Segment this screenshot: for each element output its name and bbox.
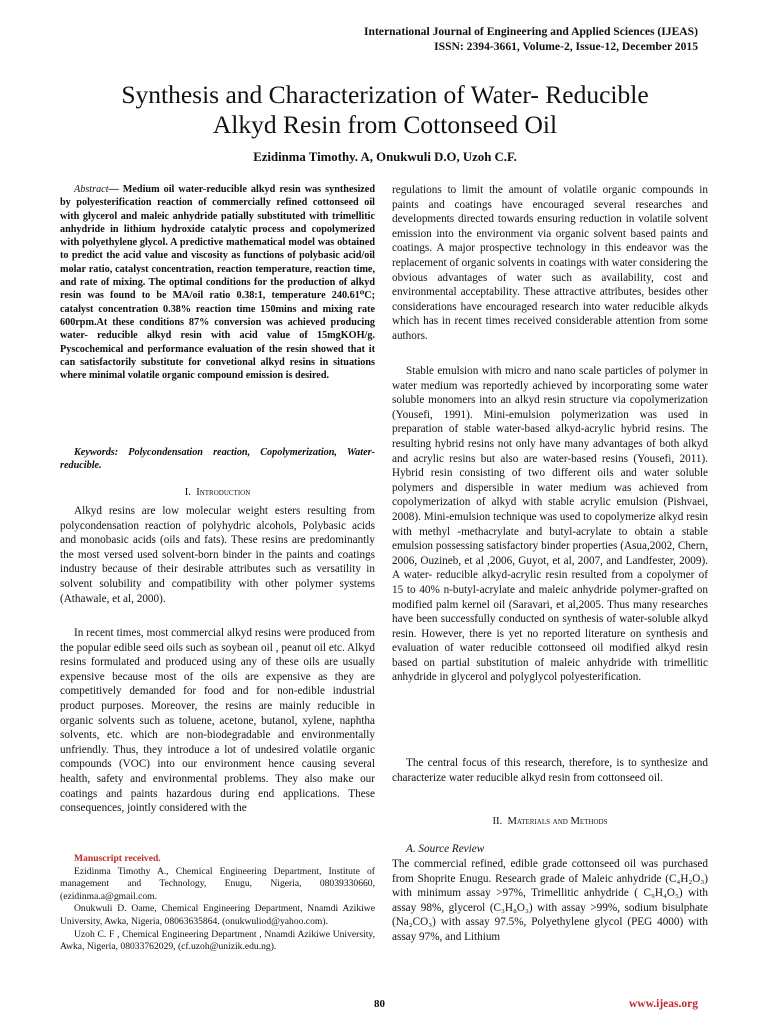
keywords: Keywords: Polycondensation reaction, Copolymerization, Water-reducible. (60, 447, 375, 472)
footnote-author-1: Ezidinma Timothy A., Chemical Engineering Department, Institute of management and Technology, Enugu, Nigeria, 08039330660, (ezidinma.a@gmail.com. (60, 865, 375, 902)
intro-paragraph-1: Alkyd resins are low molecular weight esters resulting from polycondensation reaction of polyhydric alcohols, Polybasic acids and monobasic acids (oils and fats). These resins are predominantly the most versed used solvent-born binder in the paints and coatings industry because of their desirable attributes such as versatility in solvent solubility and compatibility with other polymer systems (Athawale, et al, 2000). (60, 505, 375, 605)
authors: Ezidinma Timothy. A, Onukwuli D.O, Uzoh C.F. (253, 150, 517, 164)
section-number: II. (492, 816, 503, 827)
intro-paragraph-5: The central focus of this research, therefore, is to synthesize and characterize water reducible alkyd resin from cottonseed oil. (392, 757, 708, 784)
footnote-author-3: Uzoh C. F , Chemical Engineering Department , Nnamdi Azikiwe University, Awka, Nigeria, 08033762029, (cf.uzoh@unizik.edu.ng). (60, 928, 375, 953)
journal-header (364, 24, 698, 54)
footnote-author-2: Onukwuli D. Oame, Chemical Engineering Department, Nnamdi Azikiwe University, Awka, Nigeria, 08063635864. (onukwuliod@yahoo.com). (60, 903, 375, 927)
methods-paragraph-1: The commercial refined, edible grade cottonseed oil was purchased from Shoprite Enugu. Research grade of Maleic anhydride (C₄H₂O₃) with minimum assay >97%, Trimellitic anhydride ( C₉H₄O₅) with assay 98%, glycerol (C₃H₈O₃) with assay >99%, sodium bisulphate (Na₂CO₃) with assay 97.5%, Polyethylene glycol (PEG 4000) with assay 97%, and Lithium (392, 858, 708, 943)
paper-title (40, 80, 730, 140)
journal-name: International Journal of Engineering and Applied Sciences (IJEAS) (363, 25, 698, 38)
page-number: 80 (374, 998, 385, 1010)
abstract-text: — Medium oil water-reducible alkyd resin was synthesized by polyesterification reaction of commercially refined cottonseed oil with glycerol and maleic anhydride patially substituted with trimellitic anhydride in lithium hydroxide catalytic process and copolymerized with polyethylene glycol. A predictive mathematical model was obtained to predict the acid value and viscosity as functions of polybasic acid/oil molar ratio, catalyst concentration, reaction temperature, reaction time, and rate of mixing. The optimal conditions for the production of alkyd resin was found to be MA/oil ratio 0.38:1, temperature 240.61⁰C; catalyst concentration 0.38% reaction time 150mins and mixing rate 600rpm.At these conditions 87% conversion was achieved producing water- reducible alkyd resin with acid value of 15mgKOH/g. Pyscochemical and performance evaluation of the resin showed that it can satisfactorily substitute for convetional alkyd resins in situations where minimal volatile organic compound emission is desired. (60, 184, 375, 382)
abstract-lead: Abstract (74, 184, 109, 195)
manuscript-received: Manuscript received. (74, 853, 161, 864)
journal-issn: ISSN: 2394-3661, Volume-2, Issue-12, December 2015 (434, 40, 698, 53)
section-heading-introduction (60, 486, 375, 501)
intro-paragraph-3: regulations to limit the amount of volatile organic compounds in paints and coatings have encouraged several researches and developments directed towards ensuring reduction in volatile solvent emission into the environment via organic solvent based paints and coatings. A major prospective technology in this endeavor was the replacement of organic solvents in coatings with water considering the obvious advantages of water such as availability, cost and environmental acceptability. These attractive attributes, besides other considerations have encouraged research into water reducible alkyds which has in recent times received considerable attention from some authors. (392, 184, 708, 342)
intro-paragraph-4: Stable emulsion with micro and nano scale particles of polymer in water medium was reportedly achieved by incorporating some water soluble monomers into an alkyd resin structure via copolymerization (Yousefi, 1991). Mini-emulsion polymerization was used in preparation of stable water-based alkyd-acrylic hybrid resins. The resulting hybrid resins not only have many advantages of both alkyd and acrylic resins but also are water-based resins (Yousefi, 2011). Hybrid resin consisting of two different oils and water soluble polymers and dispersible in water medium was achieved from copolymerization of alkyd with stable acrylic emulsion (Pishvaei, 2008). Mini-emulsion technique was used to copolymerize alkyd resin with methyl -methacrylate and butyl-acrylate to obtain a stable emulsion possessing satisfactory binder properties (Asua,2002, Chern, 2006, Ouzineb, et al ,2006, Guyot, et al, 2007, and Landfester, 2009). A water- reducible alkyd-acrylic resin resulted from a copolymer of 15 to 40% n-butyl-acrylate and maleic anhydride polymer-grafted on modified palm kernel oil (Saravari, et al,2005. Thus many researches have been successfully conducted on synthesis of water-soluble alkyd resin. However, there is yet no reported literature on synthesis and evaluation of water reducible cottonseed oil modified alkyd resin based on partial substitution of maleic anhydride with trimellitic anhydride in glycerol and polyglycol polyesterification. (392, 365, 708, 684)
footnotes (60, 853, 375, 954)
section-title: Materials and Methods (507, 816, 608, 827)
section-title: Introduction (196, 487, 251, 498)
section-number: I. (184, 487, 191, 498)
title-line-2: Alkyd Resin from Cottonseed Oil (212, 110, 558, 139)
subsection-heading: A. Source Review (406, 843, 485, 855)
intro-paragraph-2: In recent times, most commercial alkyd resins were produced from the popular edible seed oils such as soybean oil , peanut oil etc. Alkyd resins formulated and produced using any of these oils are usually expensive because most of the oils are expensive as they are competitively demanded for food and for non-edible industrial product purposes. Moreover, the resins are mainly reducible in organic solvents such as toluene, acetone, butanol, xylene, naphtha solvents, etc. which are non-biodegradable and environmentally unfriendly. Thus, they introduce a lot of undesired volatile organic compounds (VOC) into our environment hence causing several health, safety and environmental problems. They also make our coatings and paints hazardous during end applications. These consequences, jointly considered with the (60, 627, 375, 815)
website-link[interactable]: www.ijeas.org (629, 998, 698, 1010)
title-line-1: Synthesis and Characterization of Water- Reducible (121, 80, 649, 109)
abstract (60, 183, 375, 382)
section-heading-methods (392, 815, 708, 830)
